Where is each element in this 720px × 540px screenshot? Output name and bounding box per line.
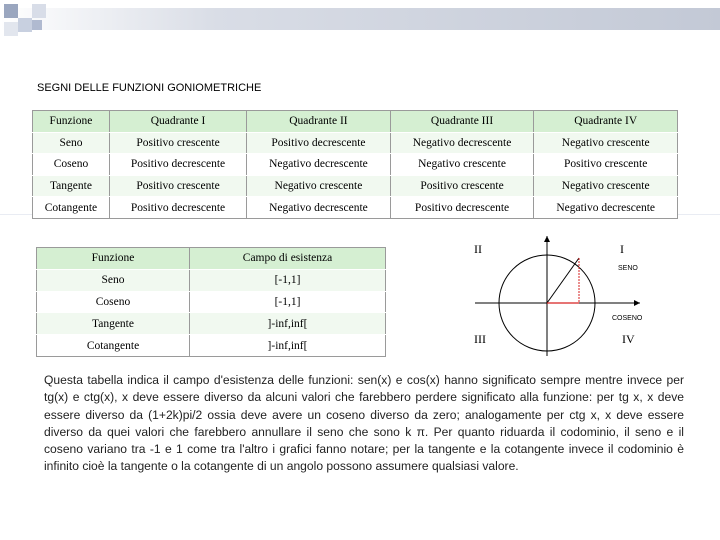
quadrant-3-label: III — [474, 332, 486, 346]
header-cell: Funzione — [37, 248, 190, 270]
table-row — [37, 313, 386, 335]
table-cell: Negativo decrescente — [247, 154, 391, 176]
table-cell: Positivo crescente — [109, 132, 246, 154]
table-cell: Positivo decrescente — [247, 132, 391, 154]
table-row — [33, 132, 678, 154]
table-row — [33, 175, 678, 197]
explanation-paragraph: Questa tabella indica il campo d'esistenza delle funzioni: sen(x) e cos(x) hanno significato sempre mentre invece per tg(x) e ctg(x), x deve essere diverso da alcuni valori che farebbero perdere significato alla funzione: per tg x, x deve essere diverso da (1+2k)pi/2 ossia deve avere un coseno diverso da zero; analogamente per ctg x, x deve essere diverso da quei valori che farebbero annullare il seno che sono k π. Per quanto riduarda il codominio, il seno e il coseno variano tra -1 e 1 come tra l'altro i grafici fanno notare; per la tangente e la cotangente invece il codominio è infinito cioè la tangente o la cotangente di un angolo possono assumere qualsiasi valore. — [44, 373, 684, 474]
table-cell: [-1,1] — [190, 291, 386, 313]
header-cell: Quadrante I — [109, 111, 246, 133]
header-cell: Quadrante II — [247, 111, 391, 133]
quadrant-4-label: IV — [622, 332, 635, 346]
table-cell: Negativo decrescente — [534, 197, 678, 219]
table-cell: Positivo crescente — [390, 175, 534, 197]
table-cell: Positivo decrescente — [390, 197, 534, 219]
table-header-row — [33, 111, 678, 133]
radius-line — [547, 258, 579, 303]
table-cell: Seno — [33, 132, 110, 154]
table-cell: [-1,1] — [190, 269, 386, 291]
table-row — [37, 335, 386, 357]
table-row — [33, 197, 678, 219]
decorative-squares — [0, 0, 60, 45]
table-header-row — [37, 248, 386, 270]
table-cell: Positivo decrescente — [109, 197, 246, 219]
table-cell: Coseno — [33, 154, 110, 176]
seno-label: SENO — [618, 265, 638, 272]
header-cell: Funzione — [33, 111, 110, 133]
table-cell: ]-inf,inf[ — [190, 335, 386, 357]
table-row — [37, 269, 386, 291]
table-cell: Negativo decrescente — [247, 197, 391, 219]
coseno-label: COSENO — [612, 315, 643, 322]
header-cell: Quadrante III — [390, 111, 534, 133]
header-gradient-bar — [0, 8, 720, 30]
table-cell: Coseno — [37, 291, 190, 313]
quadrant-1-label: I — [620, 242, 624, 256]
table-cell: Negativo decrescente — [390, 132, 534, 154]
table-cell: Positivo decrescente — [109, 154, 246, 176]
signs-table — [32, 110, 678, 219]
unit-circle-diagram — [460, 228, 710, 360]
table-cell: Negativo crescente — [390, 154, 534, 176]
table-cell: Tangente — [37, 313, 190, 335]
table-cell: Positivo crescente — [534, 154, 678, 176]
page-title: SEGNI DELLE FUNZIONI GONIOMETRICHE — [37, 82, 262, 94]
table-row — [33, 154, 678, 176]
domain-table — [36, 247, 386, 357]
table-cell: Positivo crescente — [109, 175, 246, 197]
table-cell: ]-inf,inf[ — [190, 313, 386, 335]
table-row — [37, 291, 386, 313]
table-cell: Tangente — [33, 175, 110, 197]
table-cell: Seno — [37, 269, 190, 291]
header-cell: Campo di esistenza — [190, 248, 386, 270]
table-cell: Negativo crescente — [247, 175, 391, 197]
table-cell: Negativo crescente — [534, 175, 678, 197]
table-cell: Cotangente — [37, 335, 190, 357]
table-cell: Negativo crescente — [534, 132, 678, 154]
table-cell: Cotangente — [33, 197, 110, 219]
header-cell: Quadrante IV — [534, 111, 678, 133]
quadrant-2-label: II — [474, 242, 482, 256]
